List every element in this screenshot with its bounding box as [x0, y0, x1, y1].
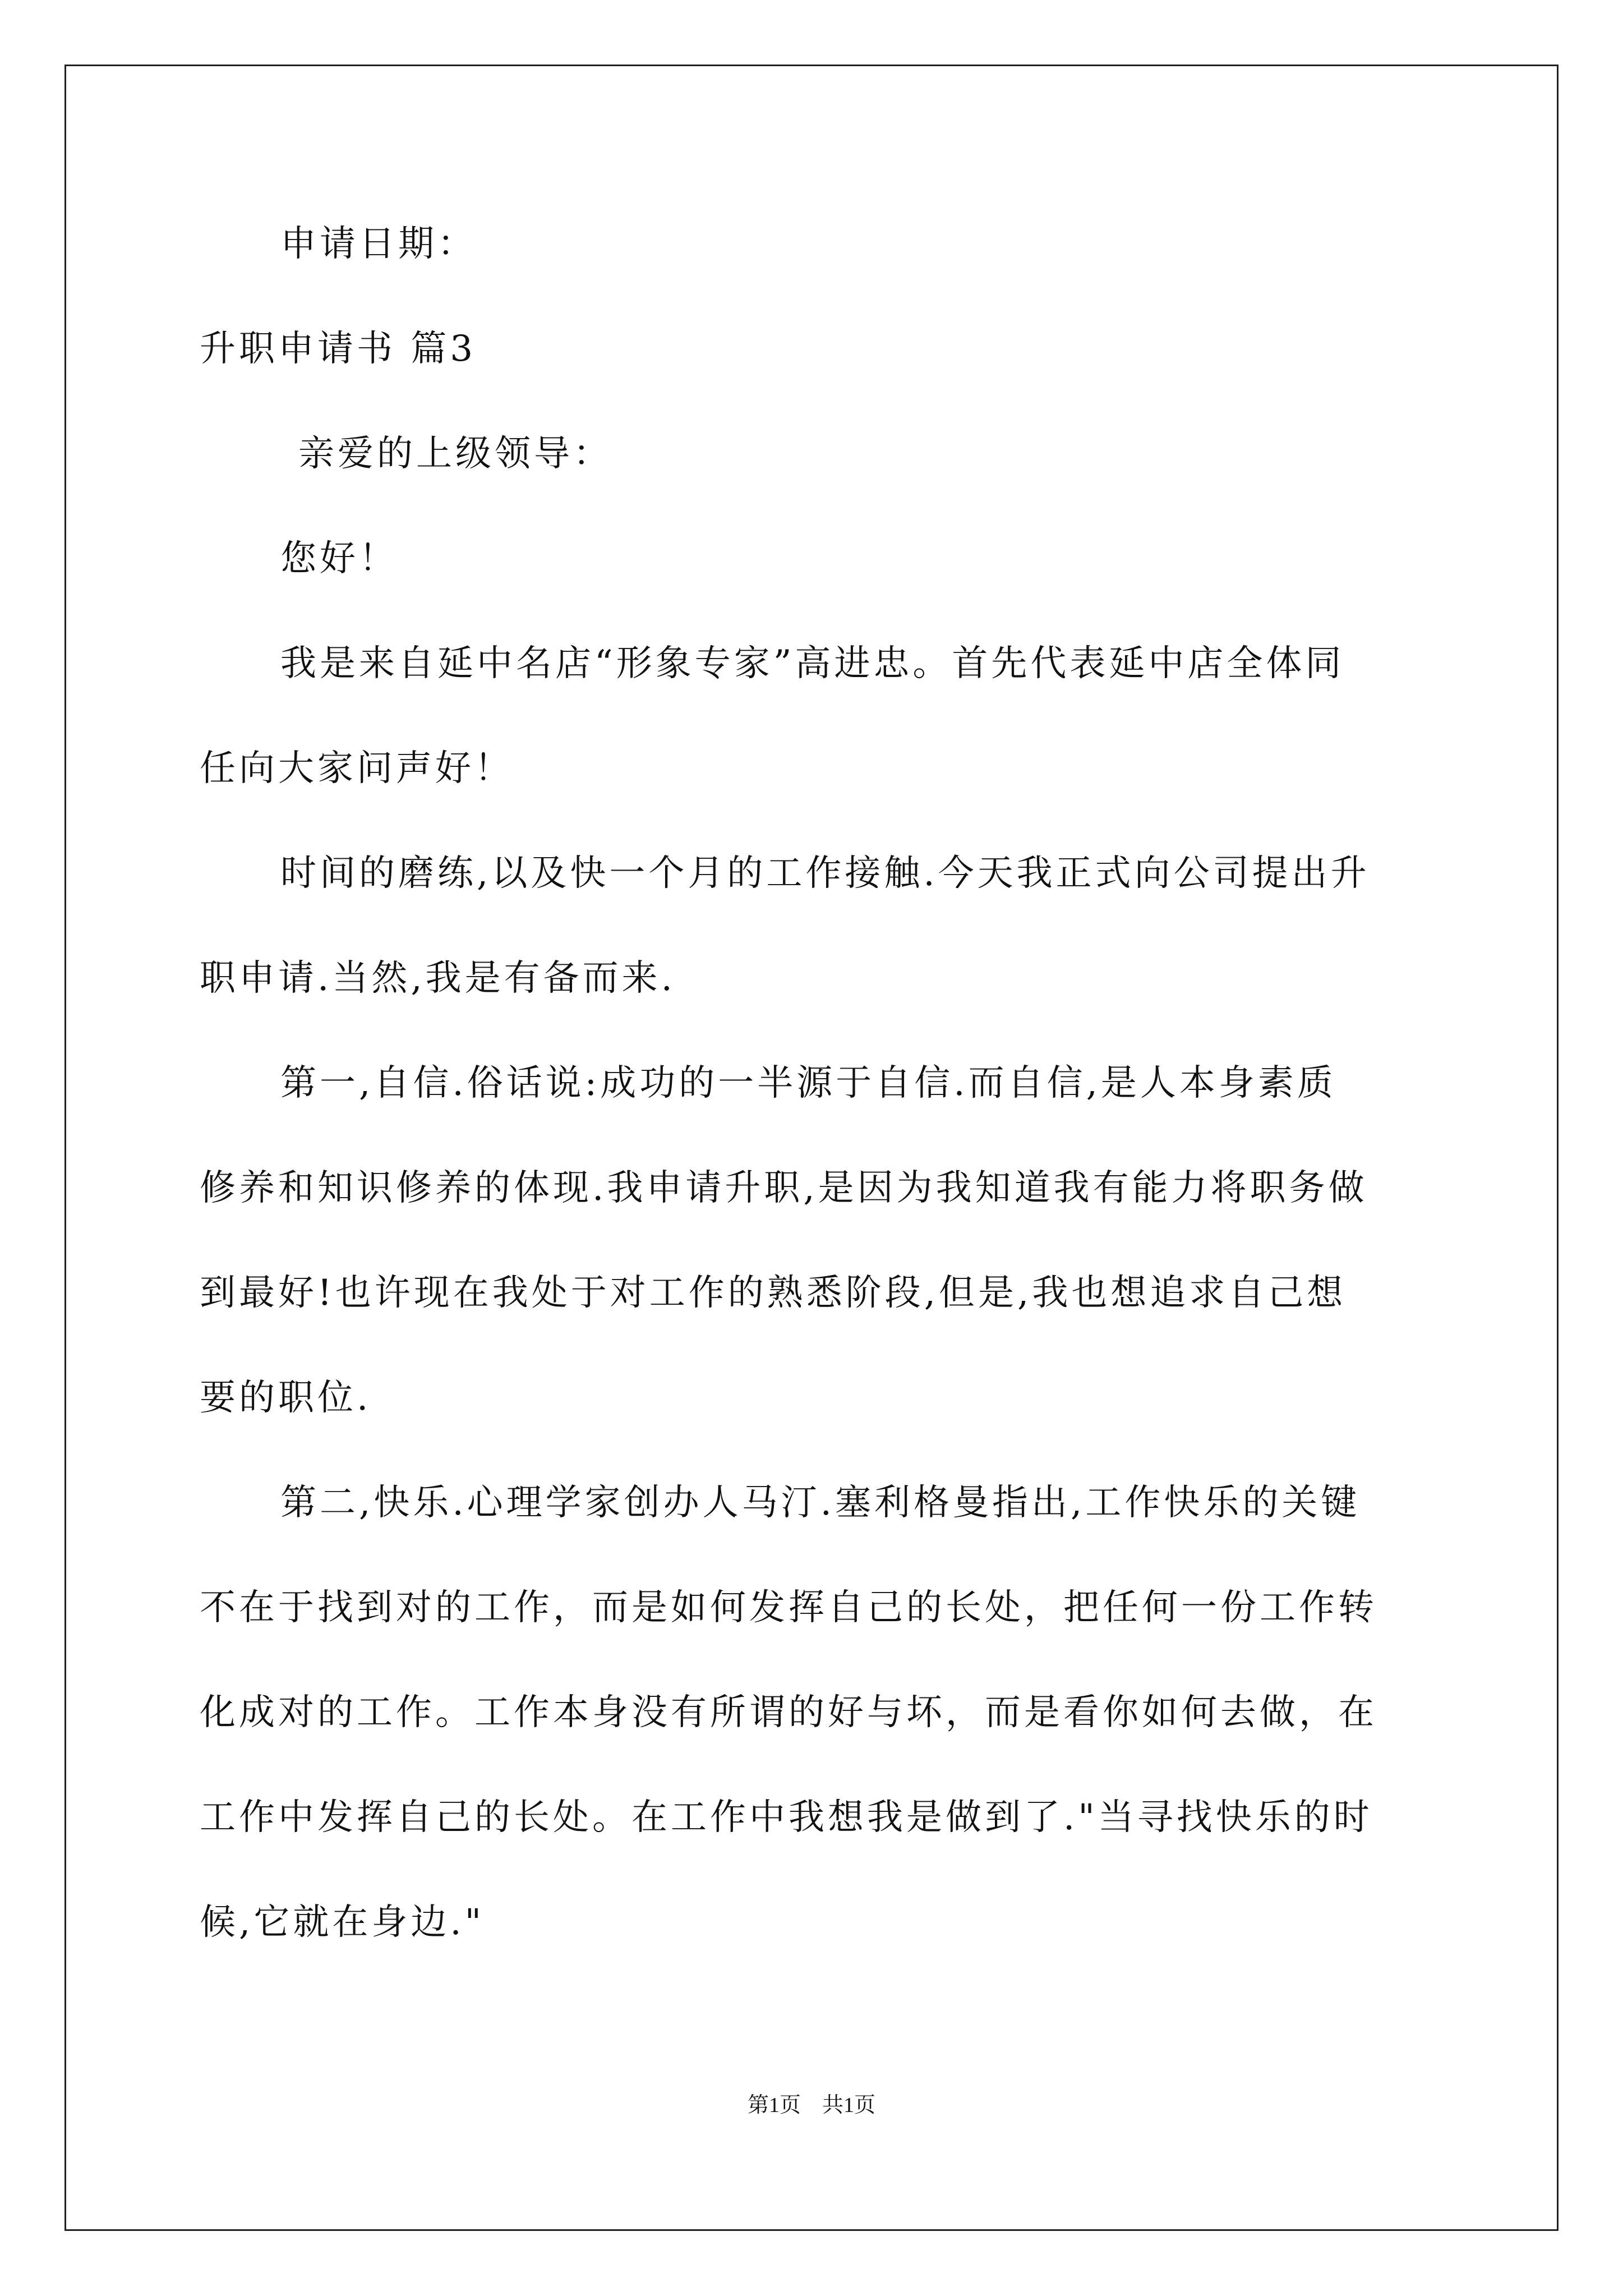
application-date-line: 申请日期：	[280, 223, 477, 265]
page-number-footer: 第1页 共1页	[747, 2093, 875, 2117]
paragraph-line: 化成对的工作。工作本身没有所谓的好与坏，而是看你如何去做，在	[200, 1692, 1377, 1733]
paragraph-line: 要的职位.	[200, 1377, 372, 1419]
greeting-line: 您好！	[280, 538, 398, 579]
paragraph-line: 不在于找到对的工作，而是如何发挥自己的长处，把任何一份工作转	[200, 1587, 1377, 1628]
paragraph-line: 任向大家问声好！	[200, 748, 514, 789]
paragraph-line: 修养和知识修养的体现.我申请升职,是因为我知道我有能力将职务做	[200, 1167, 1368, 1209]
paragraph-line: 工作中发挥自己的长处。在工作中我想我是做到了."当寻找快乐的时	[200, 1797, 1373, 1838]
salutation-line: 亲爱的上级领导：	[298, 433, 612, 475]
section-heading: 升职申请书 篇3	[200, 328, 477, 370]
paragraph-line: 第一,自信.俗话说:成功的一半源于自信.而自信,是人本身素质	[280, 1062, 1336, 1104]
paragraph-line: 职申请.当然,我是有备而来.	[200, 958, 676, 999]
paragraph-line: 第二,快乐.心理学家创办人马汀.塞利格曼指出,工作快乐的关键	[280, 1482, 1361, 1524]
paragraph-line: 我是来自延中名店“形象专家”高进忠。首先代表延中店全体同	[280, 643, 1345, 684]
paragraph-line: 到最好!也许现在我处于对工作的熟悉阶段,但是,我也想追求自己想	[200, 1272, 1347, 1314]
paragraph-line: 候,它就在身边."	[200, 1902, 485, 1943]
paragraph-line: 时间的磨练,以及快一个月的工作接触.今天我正式向公司提出升	[280, 853, 1370, 894]
